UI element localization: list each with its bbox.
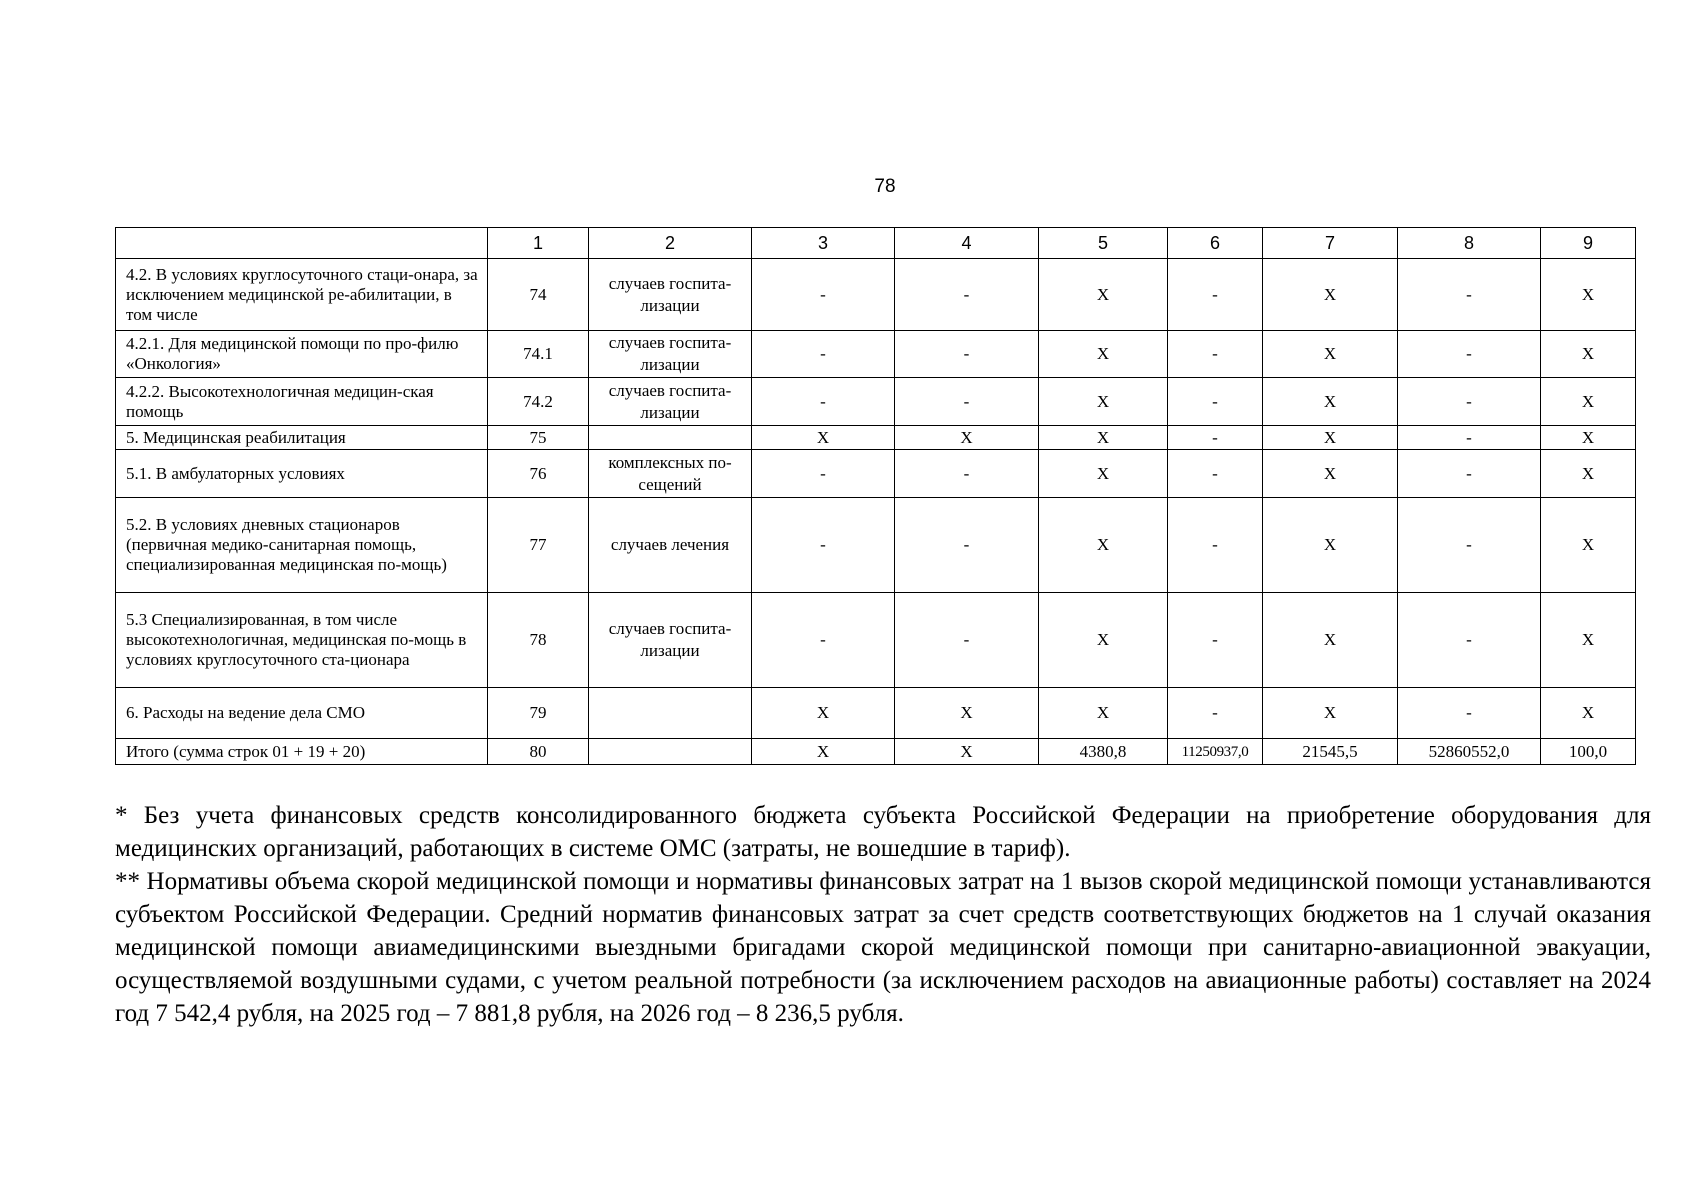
column-header: 1 — [488, 228, 589, 259]
row-cell: - — [1398, 331, 1541, 378]
row-cell: Х — [1039, 593, 1168, 688]
row-cell: Х — [895, 688, 1039, 739]
row-cell: Х — [1263, 331, 1398, 378]
row-name: 4.2. В условиях круглосуточного стаци-онара, за исключением медицинской ре-абилитации, в том числе — [116, 259, 488, 331]
row-code: 80 — [488, 739, 589, 765]
row-cell: 21545,5 — [1263, 739, 1398, 765]
column-header: 3 — [752, 228, 895, 259]
row-cell: - — [1168, 688, 1263, 739]
row-cell: 52860552,0 — [1398, 739, 1541, 765]
row-unit — [589, 688, 752, 739]
row-name: 4.2.2. Высокотехнологичная медицин-ская помощь — [116, 378, 488, 426]
table-row — [116, 498, 1636, 593]
row-cell: - — [895, 331, 1039, 378]
row-cell: - — [1398, 498, 1541, 593]
row-cell: Х — [752, 426, 895, 450]
table-row — [116, 593, 1636, 688]
table-row — [116, 450, 1636, 498]
row-cell: Х — [1541, 259, 1636, 331]
row-cell: - — [1168, 498, 1263, 593]
row-cell: Х — [895, 426, 1039, 450]
row-cell: Х — [752, 739, 895, 765]
row-code: 74.1 — [488, 331, 589, 378]
row-cell: - — [1398, 450, 1541, 498]
row-cell: - — [1168, 426, 1263, 450]
row-unit — [589, 426, 752, 450]
row-cell: - — [752, 259, 895, 331]
table-row — [116, 688, 1636, 739]
row-cell: Х — [1039, 498, 1168, 593]
row-name: 5.3 Специализированная, в том числе высокотехнологичная, медицинская по-мощь в условиях круглосуточного ста-ционара — [116, 593, 488, 688]
row-cell: 11250937,0 — [1168, 739, 1263, 765]
row-cell: Х — [895, 739, 1039, 765]
row-unit: случаев лечения — [589, 498, 752, 593]
row-cell: Х — [752, 688, 895, 739]
table-header-row — [116, 228, 1636, 259]
row-cell: - — [752, 331, 895, 378]
table-row — [116, 426, 1636, 450]
row-cell: Х — [1541, 331, 1636, 378]
footnote-1: * Без учета финансовых средств консолидированного бюджета субъекта Российской Федерации на приобретение оборудования для медицинских организаций, работающих в системе ОМС (затраты, не вошедшие в тариф). — [115, 802, 1651, 862]
row-unit: случаев госпита-лизации — [589, 593, 752, 688]
row-cell: 100,0 — [1541, 739, 1636, 765]
row-cell: Х — [1039, 688, 1168, 739]
row-cell: 4380,8 — [1039, 739, 1168, 765]
table-row — [116, 331, 1636, 378]
column-header: 8 — [1398, 228, 1541, 259]
row-code: 75 — [488, 426, 589, 450]
row-cell: - — [895, 450, 1039, 498]
row-unit: случаев госпита-лизации — [589, 259, 752, 331]
column-header: 5 — [1039, 228, 1168, 259]
data-table — [115, 227, 1636, 765]
row-cell: Х — [1263, 688, 1398, 739]
row-code: 74.2 — [488, 378, 589, 426]
row-unit — [589, 739, 752, 765]
row-cell: Х — [1541, 593, 1636, 688]
row-cell: - — [895, 378, 1039, 426]
row-cell: - — [1168, 593, 1263, 688]
row-cell: Х — [1039, 426, 1168, 450]
page-number: 78 — [874, 176, 896, 197]
row-cell: - — [1398, 259, 1541, 331]
row-code: 77 — [488, 498, 589, 593]
row-cell: Х — [1039, 331, 1168, 378]
row-code: 78 — [488, 593, 589, 688]
row-cell: Х — [1541, 498, 1636, 593]
row-cell: Х — [1541, 426, 1636, 450]
row-cell: - — [1398, 426, 1541, 450]
row-name: 5.2. В условиях дневных стационаров (первичная медико-санитарная помощь, специализированная медицинская по-мощь) — [116, 498, 488, 593]
row-cell: Х — [1263, 450, 1398, 498]
row-cell: - — [752, 498, 895, 593]
row-cell: - — [1168, 331, 1263, 378]
row-cell: Х — [1039, 378, 1168, 426]
row-cell: Х — [1263, 593, 1398, 688]
row-cell: - — [895, 593, 1039, 688]
row-cell: - — [752, 593, 895, 688]
row-unit: комплексных по-сещений — [589, 450, 752, 498]
table-row-total — [116, 739, 1636, 765]
row-unit: случаев госпита-лизации — [589, 331, 752, 378]
row-name: 4.2.1. Для медицинской помощи по про-филю «Онкология» — [116, 331, 488, 378]
footnote-2: ** Нормативы объема скорой медицинской помощи и нормативы финансовых затрат на 1 вызов скорой медицинской помощи устанавливаются субъектом Российской Федерации. Средний норматив финансовых затрат за счет средств соответствующих бюджетов на 1 случай оказания медицинской помощи авиамедицинскими выездными бригадами скорой медицинской помощи при санитарно-авиационной эвакуации, осуществляемой воздушными судами, с учетом реальной потребности (за исключением расходов на авиационные работы) составляет на 2024 год 7 542,4 рубля, на 2025 год – 7 881,8 рубля, на 2026 год – 8 236,5 рубля. — [115, 868, 1651, 1027]
row-cell: - — [895, 498, 1039, 593]
row-cell: - — [752, 378, 895, 426]
row-name: 5.1. В амбулаторных условиях — [116, 450, 488, 498]
row-cell: Х — [1039, 259, 1168, 331]
row-name: 5. Медицинская реабилитация — [116, 426, 488, 450]
row-cell: - — [895, 259, 1039, 331]
row-cell: Х — [1039, 450, 1168, 498]
row-cell: - — [1398, 378, 1541, 426]
column-header: 7 — [1263, 228, 1398, 259]
table-row — [116, 259, 1636, 331]
row-cell: - — [1398, 688, 1541, 739]
row-code: 76 — [488, 450, 589, 498]
footnotes — [115, 799, 1651, 1030]
row-cell: - — [1168, 378, 1263, 426]
column-header — [116, 228, 488, 259]
column-header: 2 — [589, 228, 752, 259]
row-cell: Х — [1263, 426, 1398, 450]
row-cell: - — [1168, 259, 1263, 331]
row-cell: - — [752, 450, 895, 498]
row-cell: Х — [1263, 498, 1398, 593]
row-cell: Х — [1263, 259, 1398, 331]
row-cell: Х — [1263, 378, 1398, 426]
row-unit: случаев госпита-лизации — [589, 378, 752, 426]
row-name: Итого (сумма строк 01 + 19 + 20) — [116, 739, 488, 765]
column-header: 9 — [1541, 228, 1636, 259]
row-cell: - — [1168, 450, 1263, 498]
row-cell: Х — [1541, 688, 1636, 739]
row-cell: - — [1398, 593, 1541, 688]
table-row — [116, 378, 1636, 426]
row-code: 74 — [488, 259, 589, 331]
row-name: 6. Расходы на ведение дела СМО — [116, 688, 488, 739]
column-header: 4 — [895, 228, 1039, 259]
row-cell: Х — [1541, 450, 1636, 498]
row-code: 79 — [488, 688, 589, 739]
column-header: 6 — [1168, 228, 1263, 259]
row-cell: Х — [1541, 378, 1636, 426]
